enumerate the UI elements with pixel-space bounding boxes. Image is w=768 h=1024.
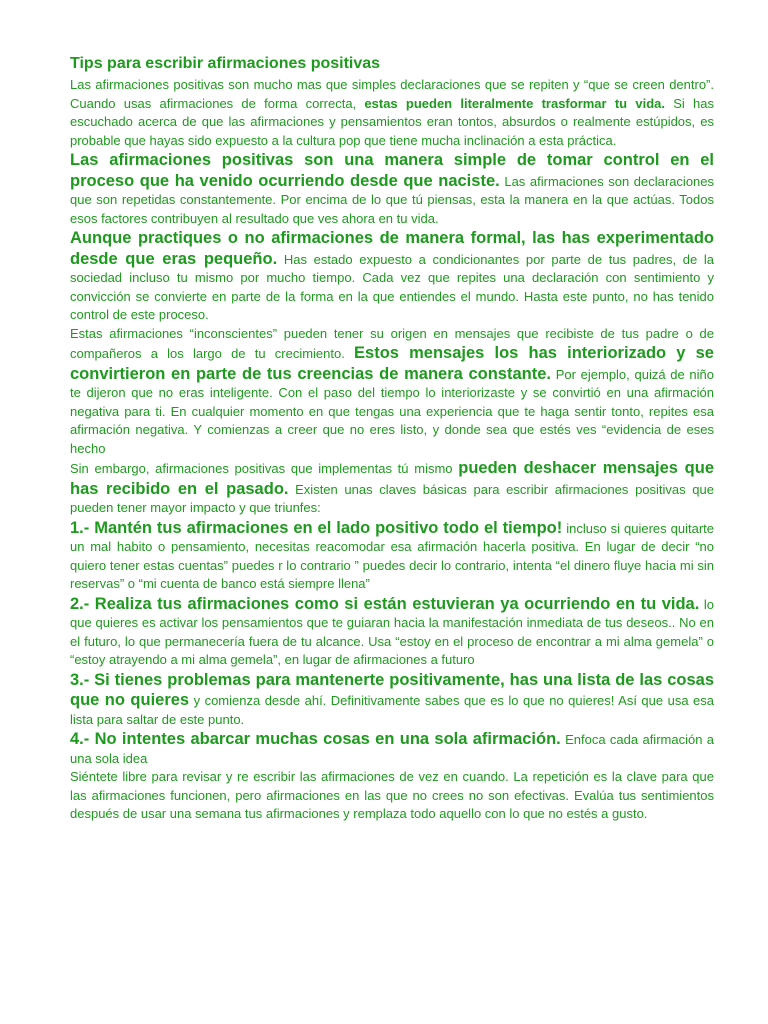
tip-2	[70, 594, 714, 670]
paragraph-control-body: Las afirmaciones son declaraciones que son repetidas constantemente. Por encima de lo que tú piensas, esta la manera en la que actúas. Todos esos factores contribuyen al resultado que ves ahora en tu vida.	[70, 173, 715, 226]
paragraph-unconscious-body: Por ejemplo, quizá de niño te dijeron que no eras inteligente. Con el paso del tiempo lo interiorizaste y se convirtió en una afirmación negativa para ti. En cualquier momento en que tengas una experiencia que te haga sentir tonto, repites esa afirmación negativa. Y comienzas a creer que no eres listo, y donde sea que estés ves “evidencia de eses hecho	[70, 366, 715, 456]
tip-3-heading: 3.- Si tienes problemas para mantenerte positivamente, has una lista de las cosas que no quieres	[70, 670, 714, 709]
tip-2-heading: 2.- Realiza tus afirmaciones como si están estuvieran ya ocurriendo en tu vida.	[70, 594, 700, 613]
intro-text-continued: Si has escuchado acerca de que las afirmaciones y pensamientos eran tontos, absurdos o realmente estúpidos, es probable que hayas sido expuesto a la cultura pop que tiene mucha inclinación a esta práctica.	[70, 95, 714, 148]
paragraph-undo	[70, 458, 714, 518]
paragraph-control	[70, 150, 714, 228]
paragraph-undo-intro: Sin embargo, afirmaciones positivas que implementas tú mismo	[70, 461, 459, 476]
tip-4-body: Enfoca cada afirmación a una sola idea	[70, 732, 714, 766]
intro-text: Las afirmaciones positivas son mucho mas que simples declaraciones que se repiten y “que se creen dentro”. Cuando usas afirmaciones de forma correcta,	[70, 77, 714, 111]
closing-paragraph: Siéntete libre para revisar y re escribir las afirmaciones de vez en cuando. La repetición es la clave para que las afirmaciones funcionen, pero afirmaciones en las que no crees no son efectivas. Evalúa tus sentimientos después de usar una semana tus afirmaciones y remplaza todo aquello con lo que no estés a gusto.	[70, 769, 714, 821]
paragraph-undo-lead: pueden deshacer mensajes que has recibido en el pasado.	[70, 459, 715, 498]
tip-1-body: incluso si quieres quitarte un mal habito o pensamiento, necesitas reacomodar esa afirmación hacerla positiva. En lugar de decir “no quiero tener estas cuentas” puedes r lo contrario ” puedes decir lo contrario, intenta “el dinero fluye hacia mi sin reservas” o “mi cuenta de banco está siempre llena”	[70, 520, 714, 591]
paragraph-undo-body: Existen unas claves básicas para escribir afirmaciones positivas que pueden tener mayor impacto y que triunfes:	[70, 481, 714, 515]
paragraph-control-lead: Las afirmaciones positivas son una manera simple de tomar control en el proceso que ha venido ocurriendo desde que naciste.	[70, 151, 714, 190]
tip-1-heading: 1.- Mantén tus afirmaciones en el lado positivo todo el tiempo!	[70, 518, 563, 537]
intro-paragraph	[70, 76, 714, 150]
tip-2-body: lo que quieres es activar los pensamientos que te guiaran hacia la manifestación inmediata de tus deseos.. No en el futuro, lo que permanecería fuera de tu alcance. Usa “estoy en el proceso de encontrar a mi alma gemela” o “estoy atrayendo a mi alma gemela”, en lugar de afirmaciones a futuro	[70, 596, 714, 667]
document-title: Tips para escribir afirmaciones positivas	[70, 55, 381, 72]
document-body	[70, 54, 714, 824]
tip-1	[70, 518, 714, 594]
paragraph-experience-lead: Aunque practiques o no afirmaciones de manera formal, las has experimentado desde que eras pequeño.	[70, 229, 714, 268]
paragraph-unconscious-lead: Estos mensajes los has interiorizado y se convirtieron en parte de tus creencias de manera constante.	[70, 344, 714, 383]
paragraph-experience-body: Has estado expuesto a condicionantes por parte de tus padres, de la sociedad incluso tu mismo por mucho tiempo. Cada vez que repites una declaración con sentimiento y convicción se convierte en parte de la forma en la que entiendes el mundo. Hasta este punto, no has tenido control de este proceso.	[70, 251, 714, 322]
intro-emphasis: estas pueden literalmente trasformar tu vida.	[364, 95, 665, 111]
tip-3	[70, 670, 714, 730]
paragraph-unconscious-intro: Estas afirmaciones “inconscientes” pueden tener su origen en mensajes que recibiste de tus padre o de compañeros a los largo de tu crecimiento.	[70, 325, 714, 361]
paragraph-experience	[70, 228, 714, 325]
tip-4	[70, 729, 714, 768]
tip-3-body: y comienza desde ahí. Definitivamente sabes que es lo que no quieres! Así que usa esa lista para saltar de este punto.	[70, 693, 714, 727]
paragraph-unconscious	[70, 325, 714, 459]
tip-4-heading: 4.- No intentes abarcar muchas cosas en una sola afirmación.	[70, 730, 561, 748]
